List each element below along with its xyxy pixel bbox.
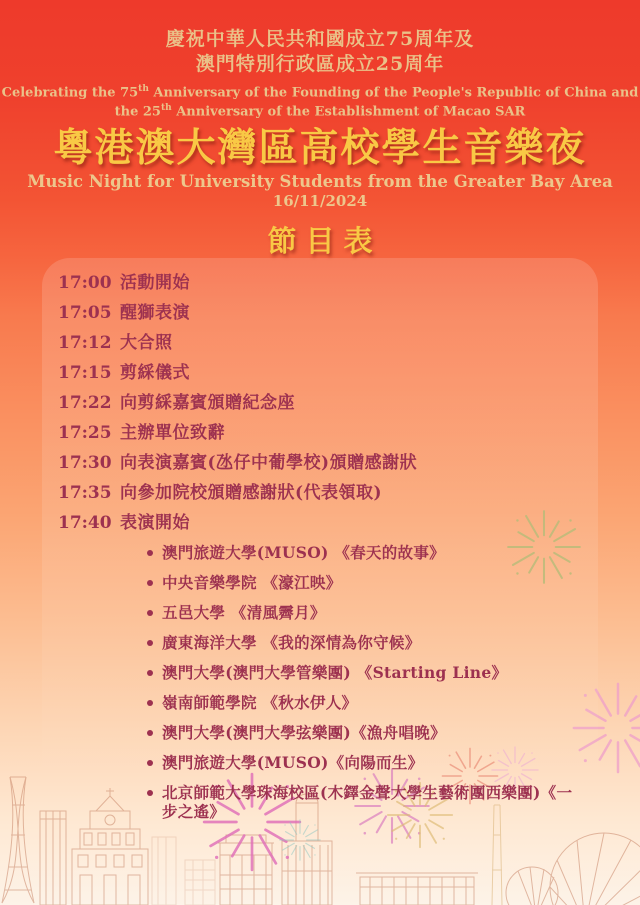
schedule-row: [58, 363, 598, 383]
schedule-time: 17:12: [58, 333, 112, 353]
schedule-activity: 向表演嘉賓(氹仔中葡學校)頒贈感謝狀: [120, 453, 418, 473]
schedule-activity: 醒獅表演: [120, 303, 190, 323]
schedule-activity: 向剪綵嘉賓頒贈紀念座: [120, 393, 295, 413]
bullet-icon: [147, 640, 153, 646]
program-card: [42, 258, 598, 905]
schedule-row: [58, 483, 598, 503]
bullet-icon: [147, 550, 153, 556]
bullet-icon: [147, 730, 153, 736]
bullet-icon: [147, 580, 153, 586]
banner-en-text: the 25: [114, 104, 161, 120]
schedule-activity: 大合照: [120, 333, 173, 353]
performance-item: [145, 573, 580, 592]
schedule-time: 17:25: [58, 423, 112, 443]
banner-en-sup: th: [138, 84, 149, 94]
bullet-icon: [147, 670, 153, 676]
schedule-activity: 活動開始: [120, 273, 190, 293]
event-title-zh: 粵港澳大灣區高校學生音樂夜: [53, 124, 587, 171]
performance-text: 澳門旅遊大學(MUSO)《向陽而生》: [162, 753, 424, 772]
schedule-time: 17:00: [58, 273, 112, 293]
header-banner: [0, 0, 640, 259]
banner-en-text: Celebrating the 75: [1, 85, 139, 101]
schedule-list: [42, 258, 598, 533]
schedule-time: 17:30: [58, 453, 112, 473]
performance-item: [145, 543, 580, 562]
performance-item: [145, 783, 580, 821]
schedule-time: 17:22: [58, 393, 112, 413]
program-heading: 節目表: [267, 223, 382, 258]
bullet-icon: [147, 790, 153, 796]
banner-en-text: Anniversary of the Establishment of Macao SAR: [171, 104, 526, 120]
performance-item: [145, 753, 580, 772]
schedule-activity: 表演開始: [120, 513, 190, 533]
banner-line1: 慶祝中華人民共和國成立75周年及: [165, 28, 475, 50]
performance-text: 五邑大學 《清風霽月》: [162, 603, 326, 622]
event-title-en: Music Night for University Students from the Greater Bay Area: [27, 171, 613, 191]
schedule-time: 17:35: [58, 483, 112, 503]
performance-text: 北京師範大學珠海校區(木鐸金聲大學生藝術團西樂團)《一步之遙》: [162, 783, 573, 821]
performance-item: [145, 663, 580, 682]
performance-text: 中央音樂學院 《濠江映》: [162, 573, 342, 592]
event-date: 16/11/2024: [272, 191, 368, 210]
schedule-row: [58, 513, 598, 533]
banner-line2: 澳門特別行政區成立25周年: [195, 53, 445, 75]
performance-text: 廣東海洋大學 《我的深情為你守候》: [162, 633, 421, 652]
schedule-row: [58, 393, 598, 413]
schedule-row: [58, 303, 598, 323]
banner-en-sup: th: [160, 102, 172, 113]
performance-text: 嶺南師範學院 《秋水伊人》: [162, 693, 358, 712]
banner-en-text: Anniversary of the Founding of the People's Republic of China and: [148, 85, 639, 101]
performance-item: [145, 603, 580, 622]
schedule-time: 17:40: [58, 513, 112, 533]
schedule-row: [58, 453, 598, 473]
schedule-activity: 向參加院校頒贈感謝狀(代表領取): [120, 483, 383, 503]
bullet-icon: [147, 610, 153, 616]
schedule-activity: 剪綵儀式: [120, 363, 190, 383]
bullet-icon: [147, 700, 153, 706]
canton-tower-icon: [2, 777, 34, 903]
banner-english: [0, 82, 640, 120]
schedule-time: 17:05: [58, 303, 112, 323]
performance-item: [145, 723, 580, 742]
schedule-activity: 主辦單位致辭: [120, 423, 225, 443]
performance-text: 澳門大學(澳門大學弦樂團)《漁舟唱晚》: [162, 723, 446, 742]
schedule-row: [58, 423, 598, 443]
bullet-icon: [147, 760, 153, 766]
performance-text: 澳門大學(澳門大學管樂團) 《Starting Line》: [162, 663, 508, 682]
schedule-row: [58, 333, 598, 353]
performance-text: 澳門旅遊大學(MUSO) 《春天的故事》: [162, 543, 445, 562]
performance-item: [145, 693, 580, 712]
performance-item: [145, 633, 580, 652]
schedule-row: [58, 273, 598, 293]
performance-list: [42, 543, 598, 821]
schedule-time: 17:15: [58, 363, 112, 383]
